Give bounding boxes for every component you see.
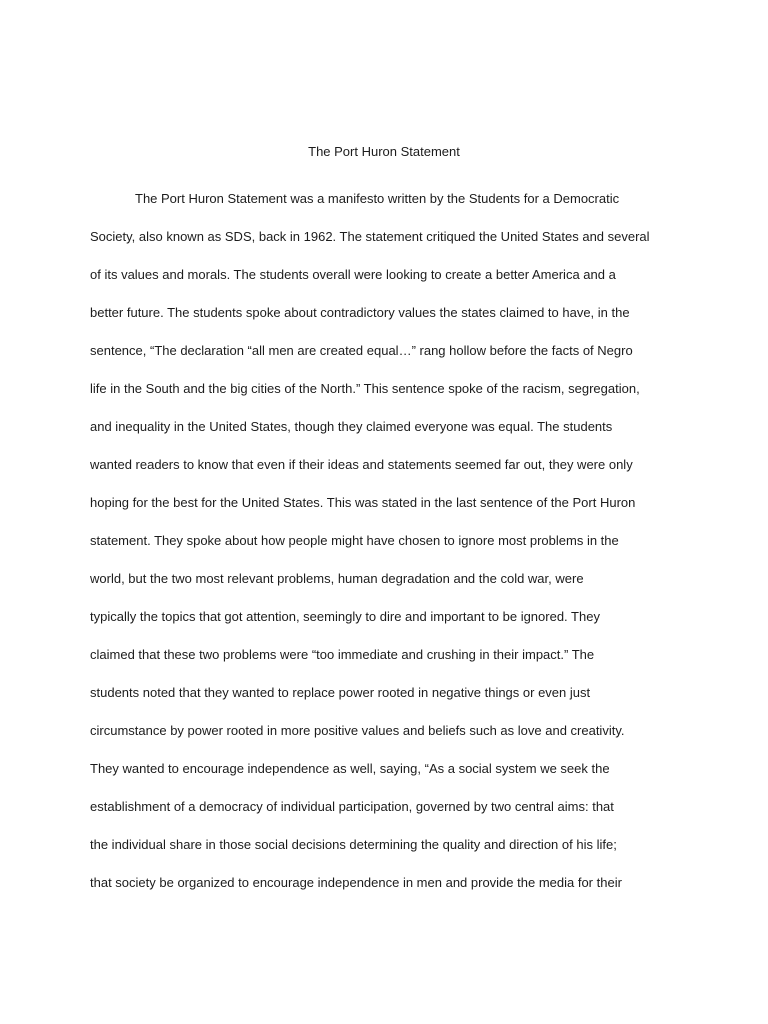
body-line: claimed that these two problems were “too immediate and crushing in their impact.” The	[90, 647, 595, 662]
body-line: hoping for the best for the United States. This was stated in the last sentence of the Port Huron	[90, 495, 636, 510]
body-line: sentence, “The declaration “all men are created equal…” rang hollow before the facts of Negro	[90, 343, 633, 358]
body-line: wanted readers to know that even if their ideas and statements seemed far out, they were only	[90, 457, 633, 472]
body-line: the individual share in those social decisions determining the quality and direction of his life;	[90, 837, 617, 852]
body-line: that society be organized to encourage independence in men and provide the media for their	[90, 875, 622, 890]
body-line: typically the topics that got attention, seemingly to dire and important to be ignored. They	[90, 609, 600, 624]
body-line: and inequality in the United States, though they claimed everyone was equal. The students	[90, 419, 613, 434]
body-line: world, but the two most relevant problems, human degradation and the cold war, were	[90, 571, 584, 586]
body-line: establishment of a democracy of individual participation, governed by two central aims: that	[90, 799, 614, 814]
body-line: The Port Huron Statement was a manifesto written by the Students for a Democratic	[135, 191, 620, 206]
body-line: circumstance by power rooted in more positive values and beliefs such as love and creativity.	[90, 723, 625, 738]
body-line: Society, also known as SDS, back in 1962. The statement critiqued the United States and several	[90, 229, 650, 244]
body-line: life in the South and the big cities of the North.” This sentence spoke of the racism, segregation,	[90, 381, 640, 396]
body-line: of its values and morals. The students overall were looking to create a better America and a	[90, 267, 616, 282]
body-line: students noted that they wanted to replace power rooted in negative things or even just	[90, 685, 591, 700]
body-line: better future. The students spoke about contradictory values the states claimed to have, in the	[90, 305, 630, 320]
body-line: They wanted to encourage independence as well, saying, “As a social system we seek the	[90, 761, 610, 776]
body-line: statement. They spoke about how people might have chosen to ignore most problems in the	[90, 533, 619, 548]
document-title: The Port Huron Statement	[308, 144, 460, 159]
